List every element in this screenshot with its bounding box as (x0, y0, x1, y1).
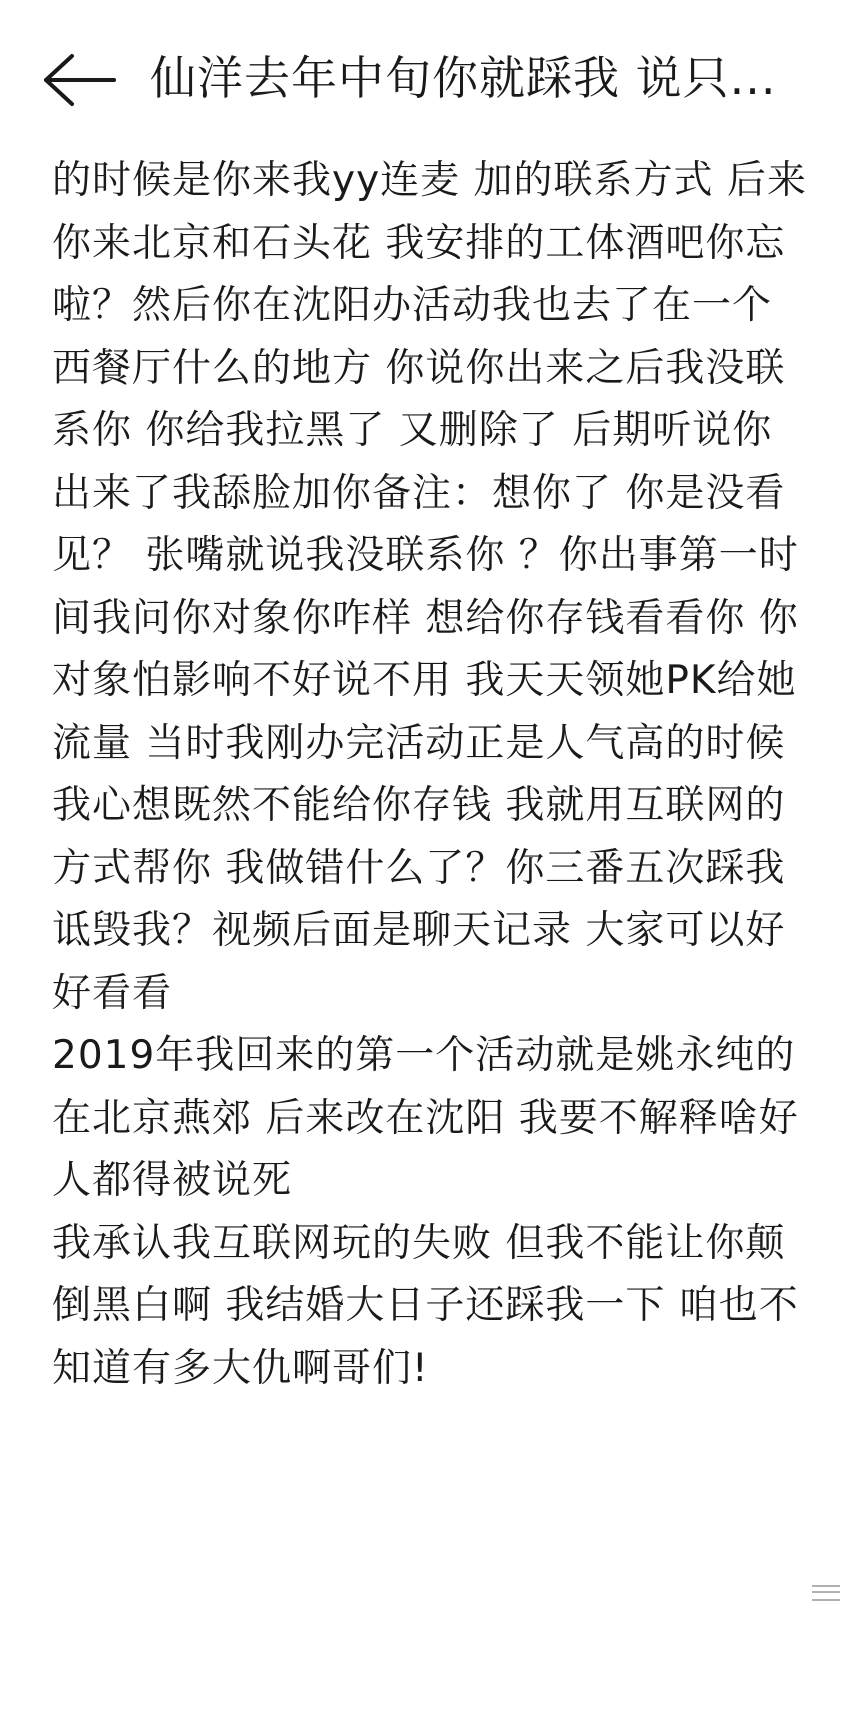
paragraph-3: 我承认我互联网玩的失败 但我不能让你颠 倒黑白啊 我结婚大日子还踩我一下 咱也不 知道有多大仇啊哥们! (52, 1220, 799, 1391)
post-content (52, 150, 852, 1400)
arrow-left-icon (40, 95, 118, 114)
top-bar (0, 0, 868, 150)
back-button[interactable] (40, 42, 130, 118)
page-title: 仙洋去年中旬你就踩我 说只... (150, 51, 777, 105)
drag-handle-icon[interactable] (812, 1585, 840, 1601)
paragraph-2: 2019年我回来的第一个活动就是姚永纯的 在北京燕郊 后来改在沈阳 我要不解释啥好 人都得被说死 (52, 1033, 799, 1203)
paragraph-1: 的时候是你来我yy连麦 加的联系方式 后来 你来北京和石头花 我安排的工体酒吧你忘 啦？然后你在沈阳办活动我也去了在一个 西餐厅什么的地方 你说你出来之后我没联 系你 你给我拉黑了 又删除了 后期听说你 出来了我舔脸加你备注：想你了 你是没看 见？ 张嘴就说我没联系你 ？你出事第一时 间我问你对象你咋样 想给你存钱看看你 你 对象怕影响不好说不用 我天天领她PK给她 流量 当时我刚办完活动正是人气高的时候 我心想既然不能给你存钱 我就用互联网的 方式帮你 我做错什么了？你三番五次踩我 诋毁我？视频后面是聊天记录 大家可以好 好看看 (52, 158, 807, 1016)
